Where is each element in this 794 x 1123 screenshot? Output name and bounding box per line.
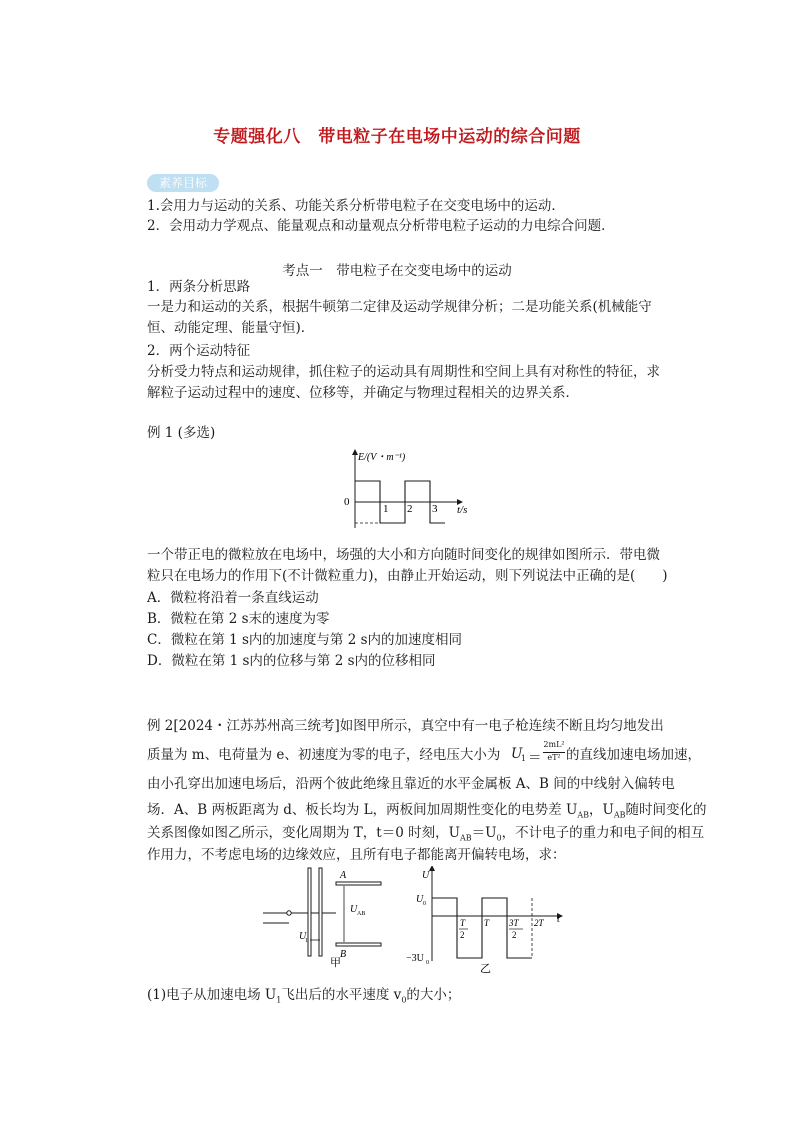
formula-lhs-sub: 1	[521, 754, 527, 763]
svg-text:0: 0	[423, 901, 426, 907]
paragraph-1-line-2: 恒、动能定理、能量守恒)．	[147, 320, 315, 336]
e-t-graph	[340, 448, 480, 530]
example-2-line-3: 由小孔穿出加速电场后，沿两个彼此绝缘且靠近的水平金属板 A、B 间的中线射入偏转电	[147, 776, 675, 792]
option-c: C．微粒在第 1 s内的加速度与第 2 s内的加速度相同	[147, 632, 463, 648]
example-1-stem-line-2: 粒只在电场力的作用下(不计微粒重力)，由静止开始运动，则下列说法中正确的是( )	[147, 568, 668, 584]
page-title: 专题强化八 带电粒子在电场中运动的综合问题	[213, 127, 581, 147]
electron-gun-icon	[287, 911, 291, 915]
option-a: A．微粒将沿着一条直线运动	[147, 590, 319, 606]
formula-numerator: 2mL²	[543, 740, 565, 749]
example-1-stem-line-1: 一个带正电的微粒放在电场中，场强的大小和方向随时间变化的规律如图所示．带电微	[147, 547, 660, 563]
formula-lhs: U	[511, 746, 523, 762]
subheading-2: 2．两个运动特征	[147, 343, 251, 359]
origin-label: 0	[344, 496, 350, 508]
plate-b-label: B	[340, 949, 347, 960]
paragraph-2-line-2: 解粒子运动过程中的速度、位移等，并确定与物理过程相关的边界关系．	[147, 385, 579, 401]
formula-denominator: eT²	[547, 753, 561, 762]
y-axis-label: E/(V・m⁻¹)	[358, 452, 406, 463]
tick-t: T	[484, 918, 490, 928]
neg-3u0-label: −3U	[406, 953, 424, 964]
plate-a	[336, 882, 381, 885]
figure-jia	[258, 866, 398, 968]
u1-label: U	[299, 931, 307, 942]
caption-yi: 乙	[480, 963, 491, 975]
subheading-1: 1．两条分析思路	[147, 279, 251, 295]
example-1-label: 例 1 (多选)	[147, 425, 216, 441]
figure-yi	[402, 866, 567, 976]
plate-b	[336, 943, 381, 946]
caption-jia: 甲	[330, 957, 341, 968]
example-2-line-6: 作用力，不考虑电场的边缘效应，且所有电子都能离开偏转电场，求：	[147, 847, 566, 863]
svg-text:1: 1	[305, 938, 308, 944]
u0-label: U	[416, 894, 424, 905]
example-2-line-1: 例 2[2024・江苏苏州高三统考]如图甲所示，真空中有一电子枪连续不断且均匀地发出	[147, 718, 664, 734]
option-b: B．微粒在第 2 s末的速度为零	[147, 611, 330, 627]
accel-plate-right	[319, 868, 322, 956]
example-2-line-2b: 的直线加速电场加速，	[566, 747, 701, 763]
svg-text:2: 2	[512, 930, 517, 940]
tick-2t: 2T	[534, 918, 544, 928]
option-d: D．微粒在第 1 s内的位移与第 2 s内的位移相同	[147, 653, 436, 669]
svg-text:0: 0	[426, 960, 429, 966]
t-axis-label: t	[557, 914, 560, 925]
tick-3t-half: 3T	[509, 918, 519, 928]
u-axis-label: U	[422, 870, 430, 881]
plate-a-label: A	[340, 870, 347, 881]
x-axis-label: t/s	[457, 504, 468, 516]
paragraph-2-line-1: 分析受力特点和运动规律，抓住粒子的运动具有周期性和空间上具有对称性的特征，求	[147, 364, 660, 380]
tick-3: 3	[432, 503, 438, 515]
example-2-line-4: 场．A、B 两板距离为 d、板长均为 L，两板间加周期性变化的电势差 $U_{AB}$，$U_{AB}$随时间变化的	[147, 802, 707, 820]
question-1: (1)电子从加速电场 $U_1$飞出后的水平速度 $v_0$的大小；	[147, 987, 461, 1005]
goal-2: 2．会用动力学观点、能量观点和动量观点分析带电粒子运动的力电综合问题．	[147, 218, 615, 234]
paragraph-1-line-1: 一是力和运动的关系，根据牛顿第二定律及运动学规律分析；二是功能关系(机械能守	[147, 299, 652, 315]
example-2-line-5: 关系图像如图乙所示，变化周期为 T，t＝0 时刻，$U_{AB}=U_0$，不计电子的重力和电子间的相互	[147, 825, 705, 843]
tick-1: 1	[383, 503, 389, 515]
section-heading: 考点一 带电粒子在交变电场中的运动	[282, 263, 512, 279]
voltage-guides	[457, 898, 532, 958]
svg-text:2: 2	[460, 930, 465, 940]
goal-1: 1.会用力与运动的关系、功能关系分析带电粒子在交变电场中的运动．	[147, 198, 565, 214]
svg-text:AB: AB	[357, 911, 366, 917]
tick-2: 2	[407, 503, 413, 515]
uab-label: U	[350, 904, 358, 915]
objectives-badge: 素养目标	[147, 174, 219, 192]
tick-t-half: T	[460, 918, 466, 928]
accel-plate-left	[308, 868, 311, 956]
example-2-line-2a: 质量为 m、电荷量为 e、初速度为零的电子，经电压大小为	[147, 747, 501, 763]
